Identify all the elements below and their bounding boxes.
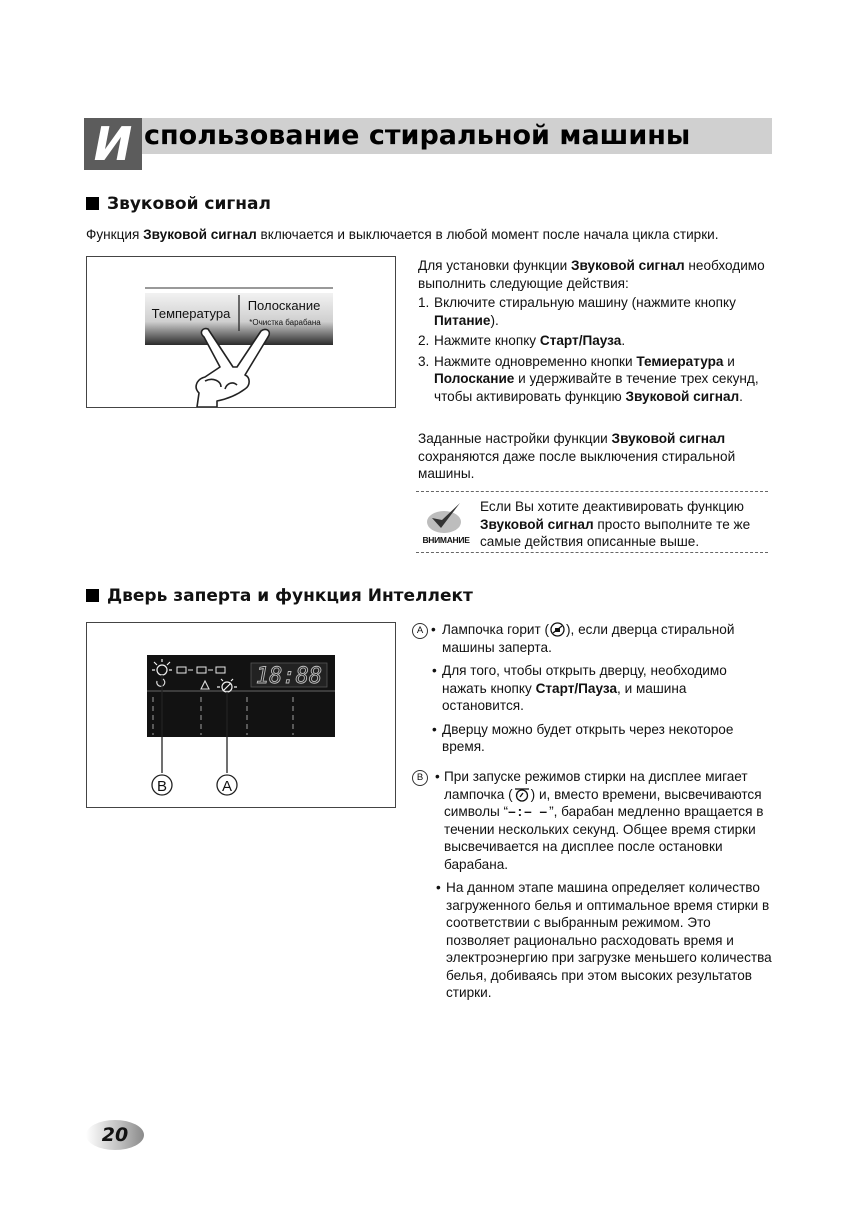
time-display: 18:88 [255, 664, 323, 689]
sound-figure [86, 256, 396, 408]
page-number: 20 [86, 1120, 144, 1150]
display-panel-illustration [87, 623, 395, 807]
note-divider-top [416, 491, 768, 492]
sensing-bullet: • На данном этапе машина определяет количество загруженного белья и оптимальное время стирки в соответствии с выбранным режимом. Это позволяет рационально расходовать время и электроэнергию при загрузке меньшего количества белья, добиваясь при этом высоких результатов стирки. [436, 879, 772, 1002]
step-2: 2. Нажмите кнопку Старт/Пауза. [418, 333, 626, 348]
step-3: 3. Нажмите одновременно кнопки Темиература и Полоскание и удерживайте в течение трех секунд, чтобы активировать функцию Звуковой сигнал. [418, 353, 759, 404]
door-figure [86, 622, 396, 808]
step-1: 1. Включите стиральную машину (нажмите кнопку Питание). [418, 295, 736, 328]
section-title-sound: Звуковой сигнал [86, 194, 271, 214]
section-title-door: Дверь заперта и функция Интеллект [86, 586, 473, 606]
sound-intro: Функция Звуковой сигнал включается и выключается в любой момент после начала цикла стирки. [86, 227, 719, 242]
door-lock-bullet-2: • Дверцу можно будет открыть через некоторое время. [432, 721, 772, 756]
checkmark-icon [420, 500, 472, 534]
caution-note-text: Если Вы хотите деактивировать функцию Звуковой сигнал просто выполните те же самые действия описанные выше. [480, 499, 751, 549]
door-lock-description: A • Лампочка горит ( ), если дверца стиральной машины заперта. • Для того, чтобы открыть дверцу, необходимо нажать кнопку Старт/Пауза, и машина остановится. • Дверцу можно будет открыть через некоторое время. [412, 621, 772, 756]
note-divider-bottom [416, 552, 768, 553]
callout-label-a: A [221, 778, 233, 795]
control-panel-illustration [87, 257, 395, 407]
temperature-button-label: Температура [151, 306, 231, 321]
sensing-lamp-icon [513, 787, 531, 802]
page-title: спользование стиральной машины [144, 120, 691, 151]
sound-steps-list [418, 294, 770, 405]
sound-saved-text: Заданные настройки функции Звуковой сигнал сохраняются даже после выключения стиральной машины. [418, 431, 736, 481]
square-bullet-icon [86, 197, 99, 210]
caution-label: ВНИМАНИЕ [422, 535, 470, 545]
marker-b: B [412, 770, 428, 786]
callout-label-b: B [156, 778, 168, 795]
drum-clean-label: *Очистка барабана [249, 318, 321, 327]
rinse-button-label: Полоскание [247, 298, 321, 313]
sensing-description: B • При запуске режимов стирки на дисплее мигает лампочка ( ) и, вместо времени, высвечиваются символы “–:– –”, барабан медленно вращается в течении нескольких секунд. Общее время стирки высвечивается на дисплее после остановки барабана. • На данном этапе машина определяет количество загруженного белья и оптимальное время стирки в соответствии с выбранным режимом. Это позволяет рационально расходовать время и электроэнергию при загрузке меньшего количества белья, добиваясь при этом высоких результатов стирки. [412, 768, 772, 1002]
header-initial-letter: И [84, 118, 142, 170]
sound-setup-text: Для установки функции Звуковой сигнал необходимо выполнить следующие действия: [418, 258, 765, 291]
square-bullet-icon [86, 589, 99, 602]
door-lock-bullet-1: • Для того, чтобы открыть дверцу, необходимо нажать кнопку Старт/Пауза, и машина остановится. [432, 662, 772, 715]
caution-badge [420, 500, 472, 544]
marker-a: A [412, 623, 428, 639]
door-lock-icon [549, 622, 566, 637]
